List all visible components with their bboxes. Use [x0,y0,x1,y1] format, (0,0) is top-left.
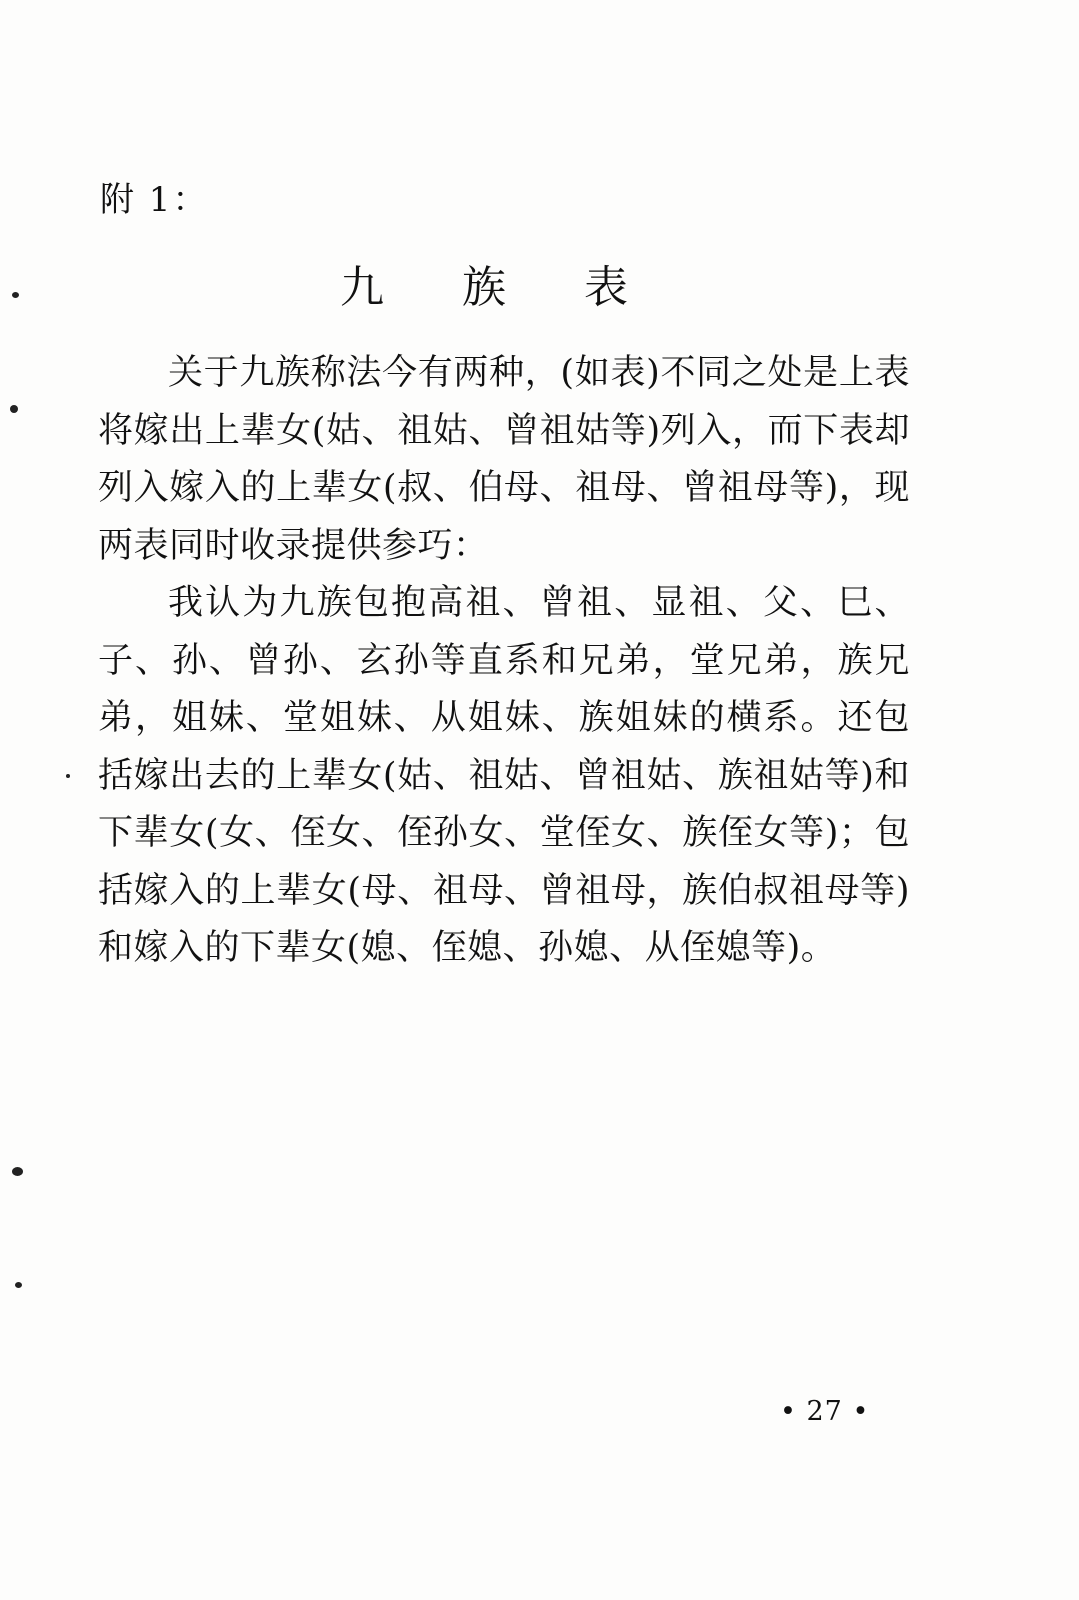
paragraph-2: 我认为九族包抱高祖、曾祖、显祖、父、巳、子、孙、曾孙、玄孙等直系和兄弟，堂兄弟，族兄弟，姐妹、堂姐妹、从姐妹、族姐妹的横系。还包括嫁出去的上辈女(姑、祖姑、曾祖姑、族祖姑等)和下辈女(女、侄女、侄孙女、堂侄女、族侄女等)；包括嫁入的上辈女(母、祖母、曾祖母，族伯叔祖母等)和嫁入的下辈女(媳、侄媳、孙媳、从侄媳等)。 [98,583,910,968]
section-label: 附 1： [100,180,209,220]
page-number: • 27 • [780,1396,870,1427]
scan-speck [66,774,70,778]
paragraph-1: 关于九族称法今有两种，(如表)不同之处是上表将嫁出上辈女(姑、祖姑、曾祖姑等)列入，而下表却列入嫁入的上辈女(叔、伯母、祖母、曾祖母等)，现两表同时收录提供参巧： [98,353,910,566]
page-title: 九 族 表 [340,262,660,313]
body-text [98,345,910,978]
scan-speck [12,1167,23,1176]
scan-speck [10,405,18,413]
scan-speck [15,1282,22,1288]
